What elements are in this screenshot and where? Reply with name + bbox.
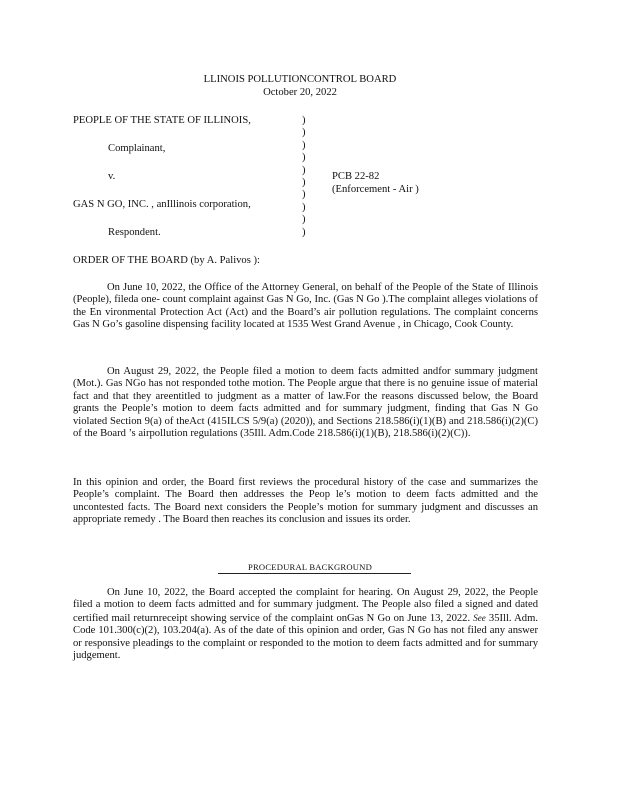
- caption-parentheses: [302, 115, 312, 239]
- board-name: LLINOIS POLLUTIONCONTROL BOARD: [203, 74, 397, 85]
- respondent-party: GAS N GO, INC. , anIllinois corporation,: [73, 199, 251, 210]
- order-line: ORDER OF THE BOARD (by A. Palivos ):: [73, 255, 260, 266]
- section-heading: PROCEDURAL BACKGROUND: [248, 562, 372, 572]
- paragraph-text: 35Ill. Adm. Code 101.300(c)(2), 103.204(a). As of the date of this opinion and order, Gas N Go has not filed any answer or responsive pleadings to the complaint or responded to the motion to deem facts admitted and for summary judgement.: [73, 612, 538, 662]
- paragraph-text: On June 10, 2022, the Board accepted the complaint for hearing. On August 29, 2022, the People filed a motion to deem facts admitted and for summary judgment. The People also filed a signed and dated certified mail returnreceipt showing service of the complaint onGas N Go on June 13, 2022.: [73, 587, 538, 624]
- versus: v.: [108, 171, 116, 182]
- paren: ): [302, 214, 306, 226]
- paren: ): [302, 127, 306, 139]
- paragraph-overview: [73, 477, 538, 527]
- paragraph-motion: [73, 366, 538, 440]
- paragraph-intro: [73, 282, 538, 332]
- paren: ): [302, 139, 306, 151]
- paren: ): [302, 226, 306, 238]
- paragraph-text: On August 29, 2022, the People filed a motion to deem facts admitted andfor summary judgment (Mot.). Gas NGo has not responded tothe motion. The People argue that there is no genuine issue of material fact and that they areentitled to judgment as a matter of law.For the reasons discussed below, the Board grants the People’s motion to deem facts admitted and for summary judgment, finding that Gas N Go violated Section 9(a) of theAct (415ILCS 5/9(a) (2020)), and Sections 218.586(i)(1)(B) and 218.586(i)(2)(C) of the Board ’s airpollution regulations (35Ill. Adm.Code 218.586(i)(1)(B), 218.586(i)(2)(C)).: [73, 366, 538, 440]
- paragraph-procedural: [73, 587, 538, 662]
- order-date: October 20, 2022: [263, 87, 337, 98]
- see-signal: See: [473, 612, 486, 623]
- case-type: (Enforcement - Air ): [332, 184, 419, 195]
- paren: ): [302, 201, 306, 213]
- paren: ): [302, 176, 306, 188]
- case-number: PCB 22-82: [332, 171, 380, 182]
- section-heading-underline: [218, 573, 411, 574]
- paragraph-text: In this opinion and order, the Board first reviews the procedural history of the case and summarizes the People’s complaint. The Board then addresses the Peop le’s motion to deem facts admitted and the uncontested facts. The Board next considers the People’s motion for summary judgment and discusses an appropriate remedy . The Board then reaches its conclusion and issues its order.: [73, 477, 538, 526]
- respondent-role: Respondent.: [108, 227, 161, 238]
- paragraph-text: On June 10, 2022, the Office of the Attorney General, on behalf of the People of the State of Illinois (People), fileda one- count complaint against Gas N Go, Inc. (Gas N Go ).The complaint alleges violations of the En vironmental Protection Act (Act) and the Board’s air pollution regulations. The complaint concerns Gas N Go’s gasoline dispensing facility located at 1535 West Grand Avenue , in Chicago, Cook County.: [73, 282, 538, 331]
- paren: ): [302, 115, 306, 126]
- paren: ): [302, 189, 306, 201]
- complainant-role: Complainant,: [108, 143, 166, 154]
- paren: ): [302, 164, 306, 176]
- complainant-party: PEOPLE OF THE STATE OF ILLINOIS,: [73, 115, 251, 126]
- paren: ): [302, 152, 306, 164]
